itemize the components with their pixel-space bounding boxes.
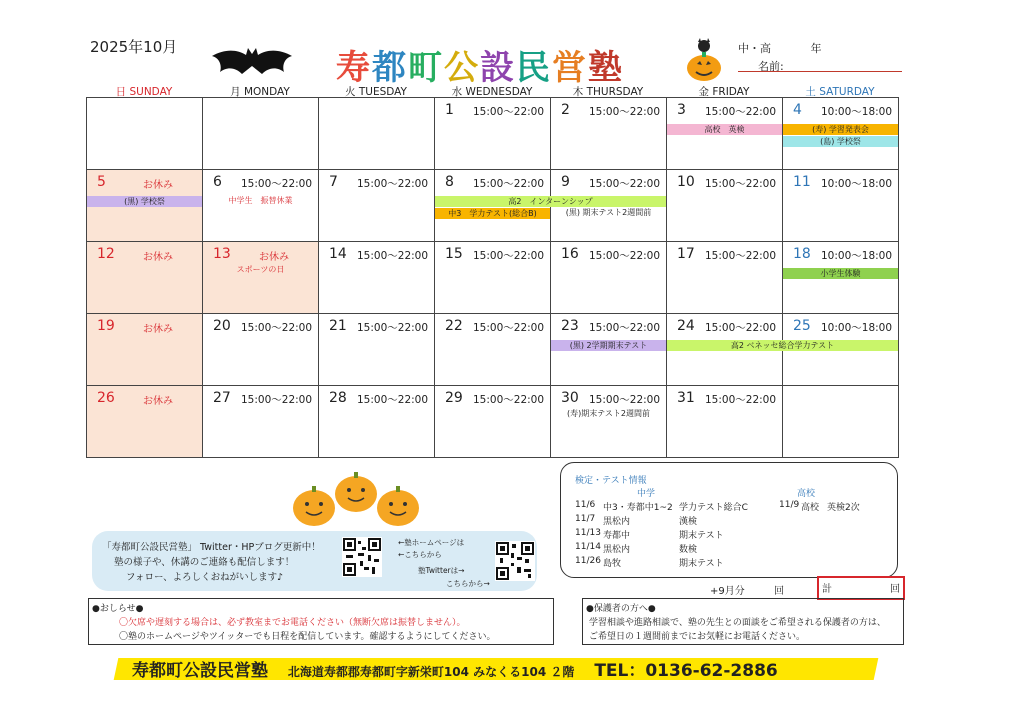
day-off-label: お休み [259, 252, 289, 263]
session-time: 15:00～22:00 [473, 250, 545, 262]
test-test: 英検2次 [827, 503, 860, 513]
calendar-week [87, 386, 899, 458]
calendar-day-cell [551, 386, 667, 458]
test-info-box [560, 462, 898, 578]
parent-line2: ご希望日の１週間前までにお気軽にお電話ください。 [589, 632, 806, 642]
session-time: 15:00～22:00 [473, 322, 545, 334]
calendar-day-cell [87, 242, 203, 314]
count-unit-2: 回 [890, 584, 900, 595]
calendar-day-cell [551, 242, 667, 314]
day-note: (黒) 期末テスト2週間前 [565, 208, 652, 217]
day-number: 27 [213, 390, 231, 406]
calendar-day-cell [319, 314, 435, 386]
title-char: 公 [444, 48, 480, 88]
notice-line1: 〇欠席や遅刻する場合は、必ず教室までお電話ください（無断欠席は振替しません）。 [119, 618, 466, 628]
test-school: 黒松内 [603, 517, 631, 527]
sns-info-box [92, 531, 537, 591]
twitter-qr-code[interactable] [495, 541, 535, 581]
test-test: 学力テスト総合C [679, 503, 748, 513]
hp-label2: ←こちらから [398, 550, 442, 559]
sns-line2: 塾の様子や、休講のご連絡も配信します！ [114, 557, 295, 568]
event-band: 高2 ベネッセ総合学力テスト [667, 340, 898, 351]
calendar-day-cell [435, 314, 551, 386]
day-off-label: お休み [143, 252, 173, 263]
session-time: 15:00～22:00 [357, 178, 429, 190]
day-number: 22 [445, 318, 463, 334]
event-band: (寿) 学習発表会 [783, 124, 898, 135]
test-date: 11/7 [575, 514, 596, 524]
test-school: 黒松内 [603, 545, 631, 555]
session-time: 15:00～22:00 [589, 394, 661, 406]
total-label: 計 [822, 584, 832, 595]
title-char: 都 [372, 48, 408, 88]
event-band: 中3 学力テスト(総合B) [435, 208, 550, 219]
calendar-day-cell [203, 170, 319, 242]
footer [132, 656, 778, 681]
footer-name: 寿都町公設民営塾 [132, 661, 268, 681]
session-time: 15:00～22:00 [705, 394, 777, 406]
day-off-label: お休み [143, 180, 173, 191]
session-time: 10:00～18:00 [821, 250, 893, 262]
test-test: 数検 [679, 545, 698, 555]
day-number: 18 [793, 246, 811, 262]
test-test: 漢検 [679, 517, 698, 527]
session-time: 15:00～22:00 [705, 322, 777, 334]
total-box [817, 576, 905, 600]
title-char: 営 [552, 48, 588, 88]
day-of-week-header: 金 FRIDAY [698, 86, 750, 98]
page-title [336, 40, 624, 89]
month-label: 2025年10月 [90, 38, 178, 56]
day-number: 3 [677, 102, 686, 118]
session-time: 15:00～22:00 [473, 106, 545, 118]
day-number: 1 [445, 102, 454, 118]
calendar-day-cell [87, 386, 203, 458]
hp-qr-code[interactable] [342, 537, 382, 577]
day-of-week-header: 土 SATURDAY [805, 86, 875, 98]
test-date: 11/9 [779, 500, 800, 510]
title-char: 町 [408, 48, 444, 88]
test-test: 期末テスト [679, 559, 724, 569]
day-number: 23 [561, 318, 579, 334]
title-char: 塾 [588, 48, 624, 88]
day-number: 2 [561, 102, 570, 118]
day-number: 28 [329, 390, 347, 406]
pumpkins-icon [290, 470, 424, 530]
calendar-day-cell [87, 314, 203, 386]
day-number: 19 [97, 318, 115, 334]
day-number: 6 [213, 174, 222, 190]
day-number: 10 [677, 174, 695, 190]
event-band: (黒) 学校祭 [87, 196, 202, 207]
session-time: 15:00～22:00 [589, 106, 661, 118]
chu-label: 中学 [637, 489, 656, 499]
sns-line1: 「寿都町公設民営塾」 Twitter・HPブログ更新中！ [102, 542, 321, 553]
calendar-day-cell [203, 386, 319, 458]
parent-title: ●保護者の方へ● [586, 604, 656, 614]
test-school: 高校 [801, 503, 820, 513]
day-number: 16 [561, 246, 579, 262]
session-time: 10:00～18:00 [821, 322, 893, 334]
session-time: 15:00～22:00 [705, 106, 777, 118]
tw-label1: 塾Twitterは→ [418, 566, 465, 575]
name-label: 名前: [758, 60, 784, 73]
calendar-day-cell [319, 98, 435, 170]
calendar-day-cell [667, 242, 783, 314]
calendar-grid [86, 97, 899, 458]
parent-line1: 学習相談や進路相談で、塾の先生との面談をご希望される保護者の方は、 [589, 618, 886, 628]
test-school: 島牧 [603, 559, 622, 569]
day-of-week-header: 火 TUESDAY [345, 86, 407, 98]
day-number: 14 [329, 246, 347, 262]
calendar-day-cell [783, 170, 899, 242]
session-time: 15:00～22:00 [589, 322, 661, 334]
grade-label: 中・高 [738, 42, 771, 55]
calendar-day-cell [783, 386, 899, 458]
bat-icon [212, 46, 292, 80]
test-date: 11/26 [575, 556, 601, 566]
day-note: スポーツの日 [236, 265, 285, 274]
pumpkin-cat-icon [686, 38, 722, 82]
calendar-day-cell [319, 386, 435, 458]
test-date: 11/14 [575, 542, 601, 552]
session-time: 10:00～18:00 [821, 178, 893, 190]
day-number: 9 [561, 174, 570, 190]
day-number: 4 [793, 102, 802, 118]
day-of-week-header: 水 WEDNESDAY [451, 86, 533, 98]
minutes-label: +9月分 [710, 586, 745, 597]
day-number: 31 [677, 390, 695, 406]
day-number: 21 [329, 318, 347, 334]
day-note: (寿)期末テスト2週間前 [566, 409, 650, 418]
calendar-day-cell [435, 386, 551, 458]
count-unit-1: 回 [774, 586, 784, 597]
session-time: 15:00～22:00 [357, 394, 429, 406]
event-band: (島) 学校祭 [783, 136, 898, 147]
session-time: 15:00～22:00 [705, 250, 777, 262]
session-time: 15:00～22:00 [241, 322, 313, 334]
hp-label1: ←塾ホームページは [398, 538, 465, 547]
day-off-label: お休み [143, 396, 173, 407]
day-number: 25 [793, 318, 811, 334]
day-number: 30 [561, 390, 579, 406]
calendar-day-cell [87, 98, 203, 170]
calendar-day-cell [319, 170, 435, 242]
calendar-day-cell [203, 314, 319, 386]
day-number: 11 [793, 174, 811, 190]
calendar-day-cell [203, 242, 319, 314]
calendar-day-cell [667, 386, 783, 458]
day-of-week-header: 日 SUNDAY [115, 86, 173, 98]
day-number: 8 [445, 174, 454, 190]
day-off-label: お休み [143, 324, 173, 335]
session-time: 15:00～22:00 [473, 178, 545, 190]
title-char: 民 [516, 48, 552, 88]
day-number: 24 [677, 318, 695, 334]
session-time: 15:00～22:00 [241, 178, 313, 190]
notice-title: ●おしらせ● [92, 604, 144, 614]
test-info-title: 検定・テスト情報 [575, 476, 647, 486]
day-number: 29 [445, 390, 463, 406]
day-number: 13 [213, 246, 231, 262]
footer-address: 北海道寿都郡寿都町字新栄町104 みなくる104 ２階 [287, 665, 575, 679]
session-time: 15:00～22:00 [589, 178, 661, 190]
tw-label2: こちらから→ [446, 579, 490, 588]
footer-tel: TEL：0136-62-2886 [594, 661, 778, 681]
session-time: 15:00～22:00 [241, 394, 313, 406]
day-of-week-header: 月 MONDAY [230, 86, 290, 98]
test-date: 11/6 [575, 500, 596, 510]
calendar-day-cell [667, 170, 783, 242]
session-time: 15:00～22:00 [705, 178, 777, 190]
day-number: 12 [97, 246, 115, 262]
calendar-week [87, 242, 899, 314]
title-char: 寿 [336, 48, 372, 88]
session-time: 10:00～18:00 [821, 106, 893, 118]
title-char: 設 [480, 48, 516, 88]
ko-label: 高校 [797, 489, 816, 499]
session-time: 15:00～22:00 [357, 322, 429, 334]
notice-box [88, 598, 554, 645]
day-number: 17 [677, 246, 695, 262]
session-time: 15:00～22:00 [357, 250, 429, 262]
event-band: (黒) 2学期期末テスト [551, 340, 666, 351]
sns-line3: フォロー、よろしくおねがいします♪ [126, 572, 284, 583]
calendar-day-cell [551, 98, 667, 170]
day-number: 20 [213, 318, 231, 334]
calendar-day-cell [435, 98, 551, 170]
event-band: 小学生体験 [783, 268, 898, 279]
event-band: 高校 英検 [667, 124, 782, 135]
parent-box [582, 598, 904, 645]
day-number: 5 [97, 174, 106, 190]
test-test: 期末テスト [679, 531, 724, 541]
year-label: 年 [810, 42, 822, 55]
event-band: 高2 インターンシップ [435, 196, 666, 207]
test-school: 寿都中 [603, 531, 631, 541]
calendar-day-cell [203, 98, 319, 170]
day-of-week-header: 木 THURSDAY [572, 86, 644, 98]
test-date: 11/13 [575, 528, 601, 538]
calendar-day-cell [435, 242, 551, 314]
day-number: 15 [445, 246, 463, 262]
name-underline [738, 71, 902, 72]
day-number: 26 [97, 390, 115, 406]
notice-line2: 〇塾のホームページやツイッターでも日程を配信しています。確認するようにしてください。 [119, 632, 496, 642]
session-time: 15:00～22:00 [589, 250, 661, 262]
session-time: 15:00～22:00 [473, 394, 545, 406]
day-number: 7 [329, 174, 338, 190]
calendar-day-cell [319, 242, 435, 314]
test-school: 中3・寿都中1~2 [603, 503, 673, 513]
day-note: 中学生 振替休業 [228, 196, 293, 205]
